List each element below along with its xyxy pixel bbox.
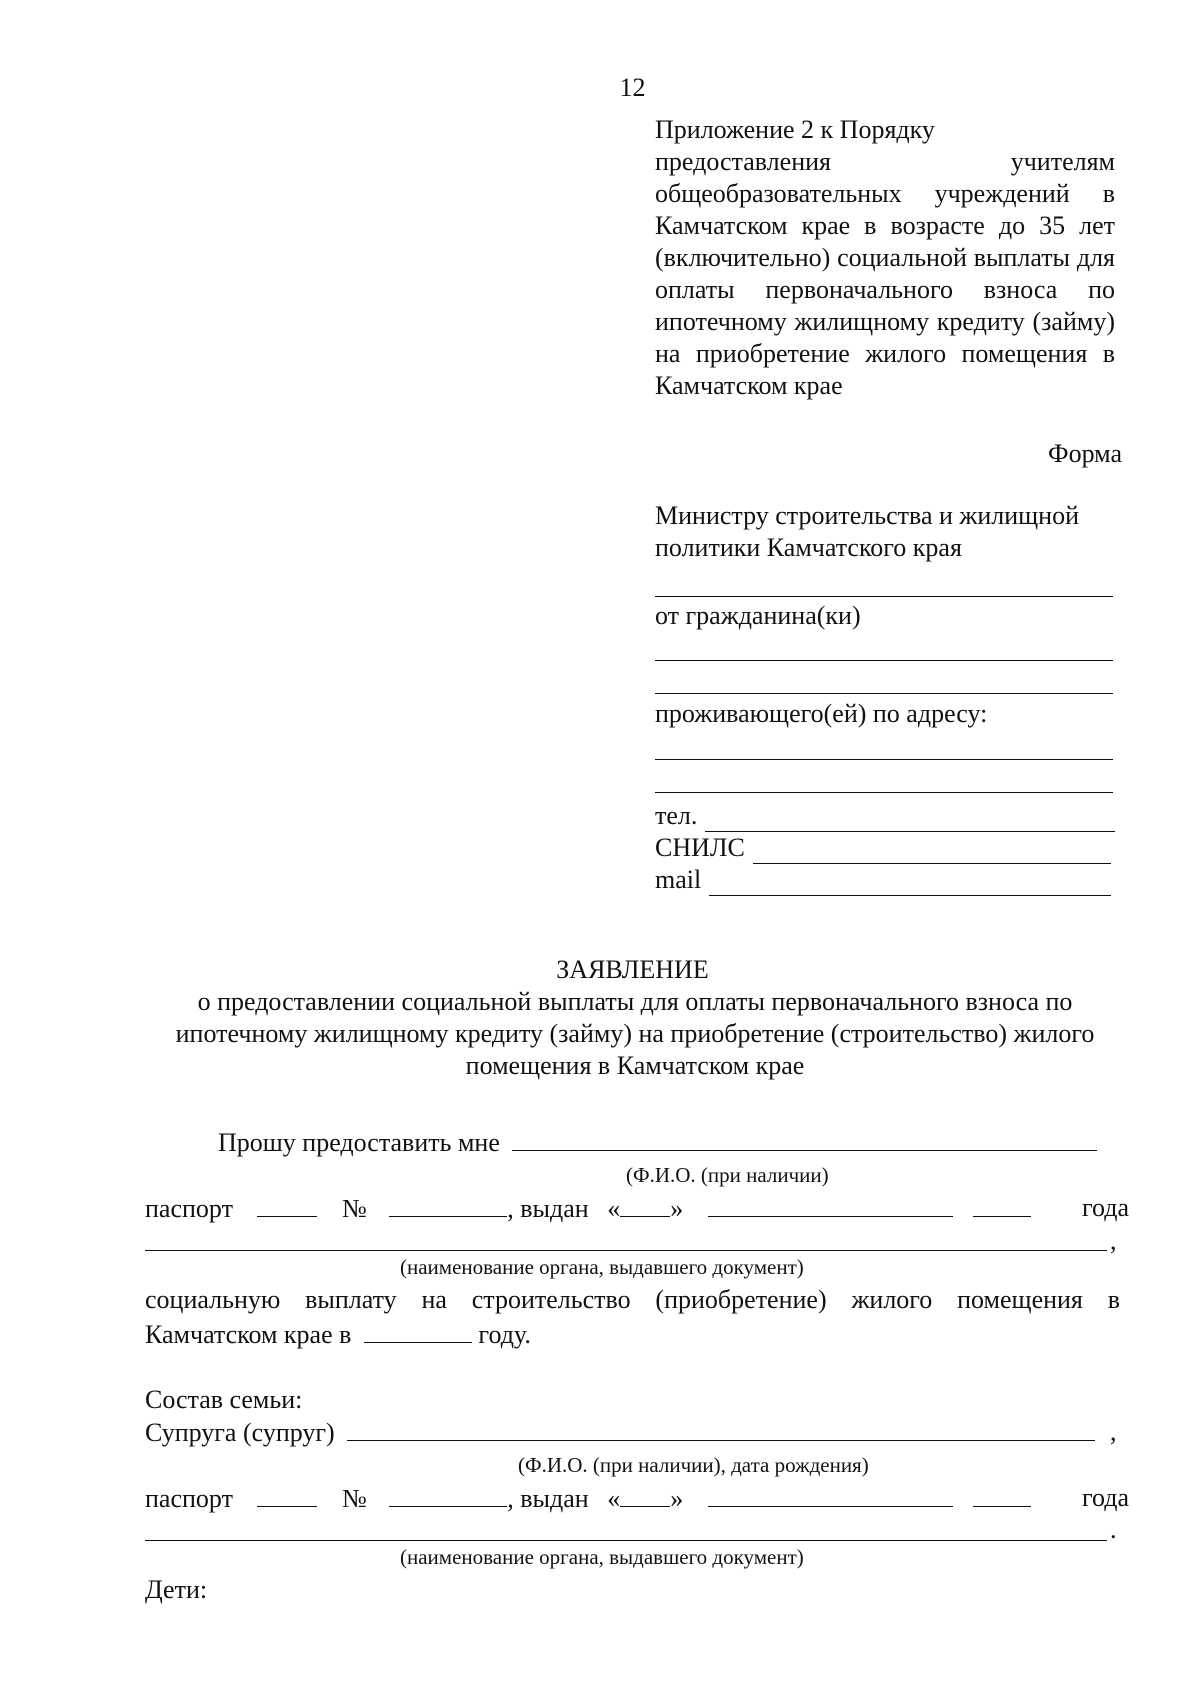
appendix-body: предоставления учителям общеобразовательных учреждений в Камчатском крае в возрасте до 35 лет (включительно) социальной выплаты для оплаты первоначального взноса по ипотечному жилищному кредиту (займу) на приобретение жилого помещения в Камчатском крае [655,147,1115,400]
spouse-issue-month-field[interactable] [708,1482,953,1507]
request-label: Прошу предоставить мне [218,1128,500,1157]
spouse-issuer-hint: (наименование органа, выдавшего документ) [400,1545,804,1569]
appendix-title: Приложение 2 к Порядку [655,115,935,144]
quote-close: » [670,1194,684,1223]
appendix-note [655,114,1115,402]
phone-label: тел. [655,801,698,830]
spouse-hint: (Ф.И.О. (при наличии), дата рождения) [518,1453,869,1477]
address-label: проживающего(ей) по адресу: [655,699,988,728]
spouse-number-sign: № [341,1484,367,1513]
statement-title: ЗАЯВЛЕНИЕ [556,955,709,984]
statement-subtitle: о предоставлении социальной выплаты для оплаты первоначального взноса по ипотечному жилищному кредиту (займу) на приобретение (строительство) жилого помещения в Камчатском крае [175,987,1095,1080]
spouse-year-label: года [1081,1483,1129,1512]
addressee-blank-1[interactable] [655,596,1113,597]
payment-text-2: Камчатском крае в [145,1320,352,1349]
fio-hint: (Ф.И.О. (при наличии) [626,1163,829,1187]
spouse-row [145,1416,1095,1449]
page-number: 12 [619,73,646,102]
number-sign: № [341,1194,367,1223]
mail-field[interactable] [709,869,1111,896]
spouse-issue-day-field[interactable] [620,1482,670,1507]
issue-year-field[interactable] [973,1192,1031,1217]
payment-year-field[interactable] [364,1318,472,1343]
addressee-line-1: Министру строительства и жилищной [655,501,1080,530]
passport-number-field[interactable] [389,1192,507,1217]
year-label: года [1081,1193,1129,1222]
passport-label: паспорт [145,1194,233,1223]
issue-day-field[interactable] [620,1192,670,1217]
from-blank-1[interactable] [655,660,1113,661]
quote-open: « [607,1194,621,1223]
issued-label: , выдан [507,1194,589,1223]
year-suffix: году. [478,1320,531,1349]
from-label: от гражданина(ки) [655,601,861,630]
fio-field[interactable] [512,1126,1097,1151]
from-blank-2[interactable] [655,693,1113,694]
mail-row [655,864,1115,896]
spouse-label: Супруга (супруг) [145,1418,335,1447]
spouse-issue-year-field[interactable] [973,1482,1031,1507]
address-blank-2[interactable] [655,792,1113,793]
issuer-field[interactable] [145,1250,1107,1251]
spouse-field[interactable] [347,1416,1095,1441]
family-label: Состав семьи: [145,1385,303,1414]
addressee-block [655,500,1115,564]
issuer-hint: (наименование органа, выдавшего документ) [400,1255,804,1279]
payment-year-row [145,1318,531,1351]
passport-row [145,1192,1129,1225]
spouse-quote-open: « [607,1484,621,1513]
spouse-issuer-period: . [1110,1515,1117,1544]
issue-month-field[interactable] [708,1192,953,1217]
spouse-quote-close: » [670,1484,684,1513]
spouse-passport-number-field[interactable] [389,1482,507,1507]
passport-series-field[interactable] [257,1192,317,1217]
phone-row [655,800,1115,832]
children-label: Дети: [145,1575,208,1604]
addressee-line-2: политики Камчатского края [655,533,962,562]
payment-text: социальную выплату на строительство (приобретение) жилого помещения в [145,1285,1120,1314]
form-label: Форма [1048,439,1122,468]
spouse-passport-series-field[interactable] [257,1482,317,1507]
spouse-issuer-field[interactable] [145,1540,1107,1541]
spouse-issued-label: , выдан [507,1484,589,1513]
spouse-comma: , [1110,1417,1117,1446]
snils-field[interactable] [753,837,1111,864]
snils-row [655,832,1115,864]
issuer-comma: , [1110,1226,1117,1255]
phone-field[interactable] [705,805,1115,832]
address-blank-1[interactable] [655,759,1113,760]
spouse-passport-label: паспорт [145,1484,233,1513]
snils-label: СНИЛС [655,833,745,862]
mail-label: mail [655,865,702,894]
spouse-passport-row [145,1482,1129,1515]
request-row [218,1126,1097,1159]
